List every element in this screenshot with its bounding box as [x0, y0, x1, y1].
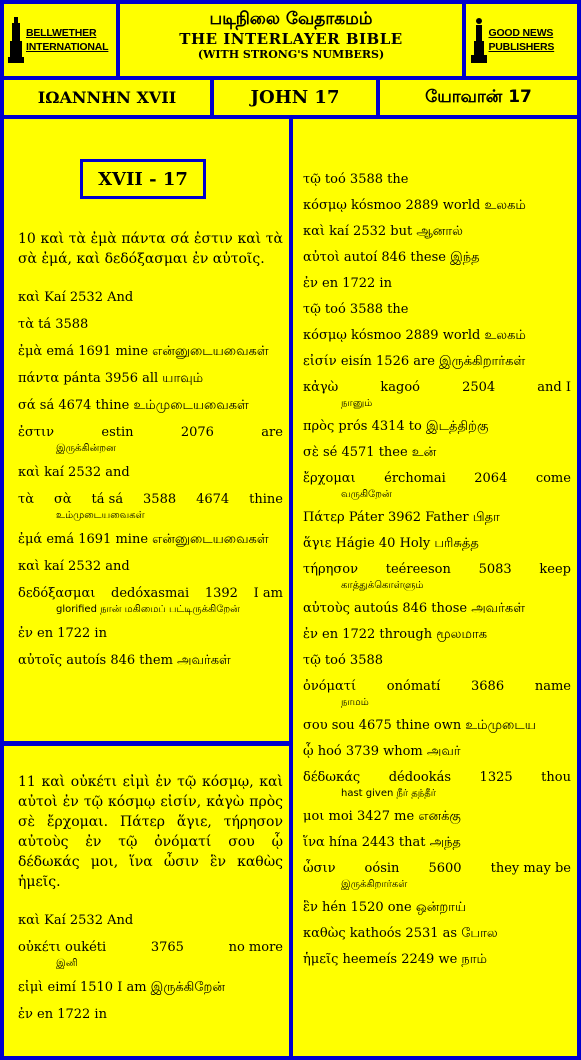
- word-entry: [18, 1006, 283, 1024]
- word-entry: [18, 491, 283, 522]
- word-entry: [303, 600, 571, 618]
- title-block: [120, 4, 462, 76]
- word-entry: [303, 444, 571, 462]
- word-entry-main: ἐν en 1722 in: [303, 276, 392, 291]
- word-entry-cell: estin: [101, 425, 134, 440]
- word-entry-main: ἅγιε Hágie 40 Holy பரிசுத்த: [303, 536, 479, 551]
- word-entry-main: καὶ kaí 2532 and: [18, 559, 130, 574]
- word-entry-row: [303, 561, 571, 579]
- verse11-greek-text: 11 καὶ οὐκέτι εἰμὶ ἐν τῷ κόσμῳ, καὶ αὐτοὶ ἐν τῷ κόσμῳ εἰσίν, κἀγὼ πρὸς σὲ ἔρχομαι. Πάτερ ἅγιε, τήρησον αὐτοὺς ἐν τῷ ὀνόματί σου ᾧ δέδωκάς μοι, ἵνα ὦσιν ἓν καθὼς ἡμεῖς.: [18, 774, 283, 890]
- word-entry: [303, 197, 571, 215]
- verse11-panel: [4, 746, 289, 1056]
- word-entry: [303, 925, 571, 943]
- word-entry: [303, 769, 571, 800]
- word-entry-cell: and I: [537, 380, 571, 395]
- word-entry-cell: thine: [249, 492, 283, 507]
- word-entry-main: ἐμά emá 1691 mine என்னுடையவைகள்: [18, 532, 269, 547]
- word-entry-main: μοι moi 3427 me எனக்கு: [303, 809, 461, 824]
- word-entry-row: [18, 585, 283, 603]
- right-logo-text: GOOD NEWS PUBLISHERS: [488, 27, 555, 53]
- word-entry-cell: 3765: [150, 940, 184, 955]
- word-entry: [303, 249, 571, 267]
- word-entry-main: εἰσίν eisín 1526 are இருக்கிறார்கள்: [303, 354, 526, 369]
- left-logo: [4, 4, 116, 76]
- word-entry-gloss: glorified நான் மகிமைப் பட்டிருக்கிறேன்: [56, 604, 240, 615]
- word-entry-row: [18, 939, 283, 957]
- word-entry-main: ἐν en 1722 in: [18, 1007, 107, 1022]
- verse10-greek-text: 10 καὶ τὰ ἐμὰ πάντα σά ἐστιν καὶ τὰ σὰ ἐμά, καὶ δεδόξασμαι ἐν αὐτοῖς.: [18, 231, 283, 267]
- word-entry: [303, 743, 571, 761]
- word-entry-cell: no more: [228, 940, 283, 955]
- word-entry-gloss: hast given நீர் தந்தீர்: [341, 788, 436, 799]
- title-english: THE INTERLAYER BIBLE: [179, 30, 403, 48]
- verse10-word-list: [18, 289, 283, 670]
- word-entry: [303, 626, 571, 644]
- word-entry-main: καὶ Kaí 2532 And: [18, 290, 134, 305]
- word-entry-main: καὶ kaí 2532 and: [18, 465, 130, 480]
- word-entry-gloss: நாமம்: [341, 697, 369, 708]
- word-entry: [303, 561, 571, 592]
- word-entry-cell: οὐκέτι oukéti: [18, 940, 107, 955]
- word-entry: [303, 717, 571, 735]
- word-entry-main: ἡμεῖς heemeís 2249 we நாம்: [303, 952, 487, 967]
- word-entry-row: [303, 379, 571, 397]
- title-tamil: படிநிலை வேதாகமம்: [209, 9, 373, 29]
- word-entry-cell: 4674: [196, 492, 230, 507]
- word-entry-cell: come: [535, 471, 571, 486]
- word-entry-main: καθὼς kathoós 2531 as போல: [303, 926, 498, 941]
- word-entry: [303, 353, 571, 371]
- word-entry-gloss: உம்முடையவைகள்: [56, 510, 145, 521]
- word-entry-main: σὲ sé 4571 thee உன்: [303, 445, 437, 460]
- verse11-word-list: [18, 912, 283, 1024]
- word-entry-row: [18, 491, 283, 509]
- word-entry-cell: tá sá: [91, 492, 124, 507]
- word-entry-cell: ὀνόματί: [303, 679, 357, 694]
- word-entry-row: [303, 678, 571, 696]
- word-entry-main: αὐτοὺς autoús 846 those அவர்கள்: [303, 601, 525, 616]
- word-entry-cell: dedóxasmai: [111, 586, 190, 601]
- word-entry: [18, 531, 283, 549]
- word-entry-row: [303, 470, 571, 488]
- word-entry: [303, 899, 571, 917]
- word-entry-cell: σὰ: [53, 492, 72, 507]
- word-entry-main: τῷ toó 3588: [303, 653, 384, 668]
- word-entry: [18, 397, 283, 415]
- word-entry: [303, 223, 571, 241]
- word-entry-cell: keep: [539, 562, 571, 577]
- word-entry-cell: I am: [253, 586, 283, 601]
- word-entry-cell: oósin: [364, 861, 400, 876]
- word-entry-row: [303, 860, 571, 878]
- right-logo: [466, 4, 577, 76]
- word-entry: [18, 424, 283, 455]
- word-entry-main: αὐτοὶ autoí 846 these இந்த: [303, 250, 480, 265]
- word-entry-cell: 2076: [180, 425, 214, 440]
- word-entry: [303, 509, 571, 527]
- word-entry-gloss: இனி: [56, 958, 78, 969]
- word-entry-main: εἰμὶ eimí 1510 I am இருக்கிறேன்: [18, 980, 226, 995]
- left-logo-text: BELLWETHER INTERNATIONAL: [26, 27, 109, 53]
- word-entry-main: κόσμῳ kósmoo 2889 world உலகம்: [303, 328, 526, 343]
- word-entry: [18, 289, 283, 307]
- word-entry-cell: érchomai: [384, 471, 446, 486]
- word-entry: [303, 860, 571, 891]
- word-entry: [18, 343, 283, 361]
- word-entry-main: σά sá 4674 thine உம்முடையவைகள்: [18, 398, 249, 413]
- word-entry-cell: δέδωκάς: [303, 770, 361, 785]
- word-entry: [18, 979, 283, 997]
- word-entry-cell: onómatí: [386, 679, 441, 694]
- word-entry-main: Πάτερ Páter 3962 Father பிதா: [303, 510, 500, 525]
- word-entry: [303, 652, 571, 670]
- word-entry-cell: are: [261, 425, 283, 440]
- verse-number-box: XVII - 17: [80, 159, 206, 199]
- statue-icon: [471, 17, 487, 63]
- word-entry-cell: 3686: [471, 679, 505, 694]
- bell-tower-icon: [8, 17, 24, 63]
- word-entry-cell: 3588: [143, 492, 177, 507]
- word-entry-cell: 1325: [479, 770, 513, 785]
- word-entry-row: [18, 424, 283, 442]
- word-entry: [18, 558, 283, 576]
- word-entry-main: τὰ tá 3588: [18, 317, 89, 332]
- word-entry-main: τῷ toó 3588 the: [303, 302, 409, 317]
- word-entry-cell: τήρησον: [303, 562, 359, 577]
- word-entry: [18, 585, 283, 616]
- title-subtitle: (WITH STRONG'S NUMBERS): [197, 48, 385, 61]
- right-word-list: [303, 171, 571, 969]
- word-entry-gloss: இருக்கின்றன: [56, 443, 116, 454]
- word-entry-main: πάντα pánta 3956 all யாவும்: [18, 371, 204, 386]
- word-entry: [18, 652, 283, 670]
- word-entry-row: [303, 769, 571, 787]
- word-entry-main: καὶ kaí 2532 but ஆனால்: [303, 224, 463, 239]
- ref-tamil: யோவான் 17: [380, 80, 577, 115]
- word-entry-cell: 5083: [478, 562, 512, 577]
- word-entry: [303, 470, 571, 501]
- word-entry: [303, 678, 571, 709]
- word-entry-gloss: இருக்கிறார்கள்: [341, 879, 408, 890]
- word-entry-cell: ἔρχομαι: [303, 471, 356, 486]
- word-entry: [303, 327, 571, 345]
- ref-english: JOHN 17: [214, 80, 376, 115]
- word-entry: [18, 370, 283, 388]
- word-entry-main: ἓν hén 1520 one ஒன்றாய்: [303, 900, 467, 915]
- ref-greek: ΙΩΑΝΝΗΝ XVII: [4, 80, 210, 115]
- word-entry-cell: κἀγὼ: [303, 380, 339, 395]
- word-entry-main: ἵνα hína 2443 that அந்த: [303, 835, 461, 850]
- word-entry-cell: 5600: [428, 861, 462, 876]
- word-entry: [303, 951, 571, 969]
- word-entry: [303, 171, 571, 189]
- word-entry: [18, 316, 283, 334]
- word-entry-cell: thou: [541, 770, 571, 785]
- word-entry-cell: 1392: [204, 586, 238, 601]
- word-entry: [303, 379, 571, 410]
- word-entry-gloss: வருகிறேன்: [341, 489, 392, 500]
- word-entry: [18, 939, 283, 970]
- right-panel: [293, 119, 577, 1056]
- word-entry-gloss: காத்துக்கொள்ளும்: [341, 580, 424, 591]
- word-entry-main: τῷ toó 3588 the: [303, 172, 409, 187]
- word-entry-main: ἐν en 1722 in: [18, 626, 107, 641]
- word-entry-cell: δεδόξασμαι: [18, 586, 96, 601]
- word-entry-cell: ἐστιν: [18, 425, 55, 440]
- word-entry-main: ᾧ hoó 3739 whom அவர்: [303, 744, 461, 759]
- word-entry-main: κόσμῳ kósmoo 2889 world உலகம்: [303, 198, 526, 213]
- word-entry: [303, 275, 571, 293]
- word-entry: [18, 464, 283, 482]
- word-entry: [303, 834, 571, 852]
- word-entry-cell: name: [534, 679, 571, 694]
- word-entry-cell: 2064: [474, 471, 508, 486]
- word-entry-cell: τὰ: [18, 492, 34, 507]
- word-entry: [303, 535, 571, 553]
- verse10-panel: [4, 119, 289, 741]
- word-entry: [18, 625, 283, 643]
- word-entry: [303, 301, 571, 319]
- word-entry-main: ἐμὰ emá 1691 mine என்னுடையவைகள்: [18, 344, 269, 359]
- word-entry-main: καὶ Kaí 2532 And: [18, 913, 134, 928]
- word-entry-main: αὐτοῖς autoís 846 them அவர்கள்: [18, 653, 231, 668]
- word-entry-cell: 2504: [462, 380, 496, 395]
- word-entry: [18, 912, 283, 930]
- word-entry-cell: kagoó: [380, 380, 420, 395]
- word-entry: [303, 808, 571, 826]
- word-entry-cell: teéreeson: [385, 562, 451, 577]
- word-entry-gloss: நானும்: [341, 398, 373, 409]
- word-entry: [303, 418, 571, 436]
- word-entry-main: σου sou 4675 thine own உம்முடைய: [303, 718, 536, 733]
- word-entry-cell: dédookás: [388, 770, 452, 785]
- word-entry-main: πρὸς prós 4314 to இடத்திற்கு: [303, 419, 489, 434]
- word-entry-main: ἐν en 1722 through மூலமாக: [303, 627, 488, 642]
- word-entry-cell: ὦσιν: [303, 861, 336, 876]
- word-entry-cell: they may be: [490, 861, 571, 876]
